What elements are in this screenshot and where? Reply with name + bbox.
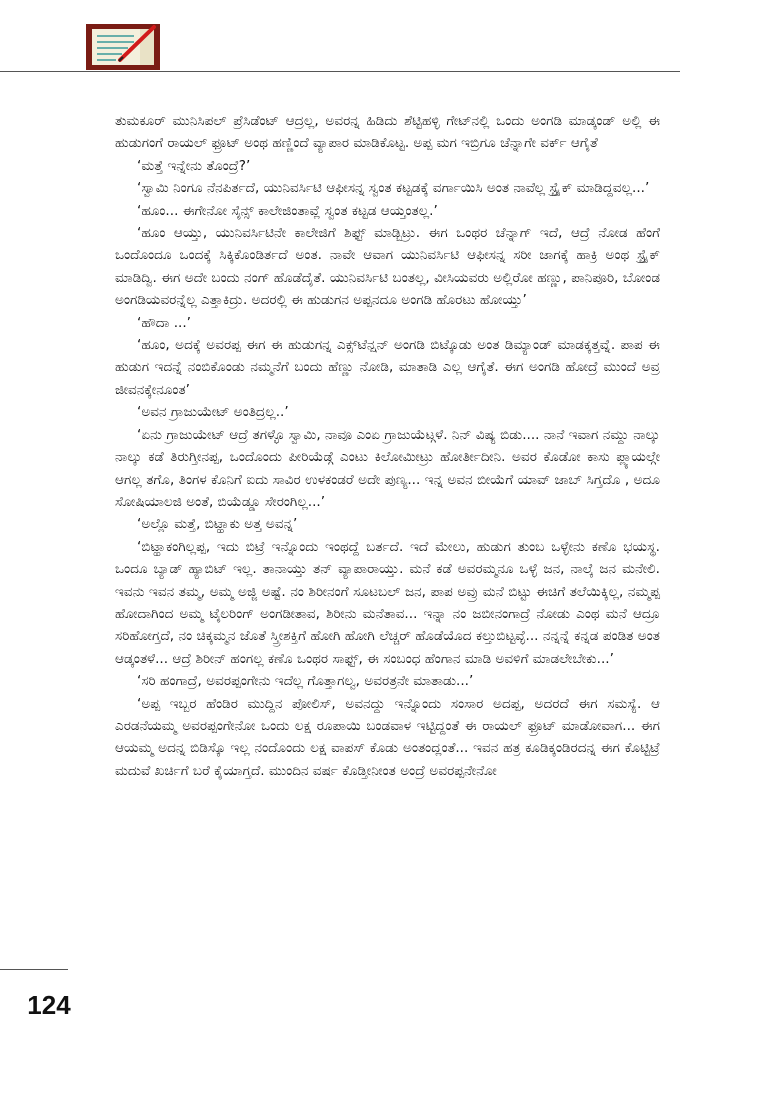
book-pen-icon [84, 22, 162, 72]
paragraph: ‘ಬಿಟ್ಹಾಕಂಗಿಲ್ಲಪ್ಪ, ಇದು ಬಿಟ್ರೆ ಇನ್ನೊಂದು ಇಂಥದ್ದೆ ಬರ್ತದೆ. ಇದೆ ಮೇಲು, ಹುಡುಗ ತುಂಬ ಒಳ್ಳೇನು ಕಣೊ ಭಯಸ್ಥ. ಒಂದೂ ಬ್ಯಾಡ್ ಹ್ಯಾಬಿಟ್ ಇಲ್ಲ. ತಾನಾಯ್ತು ತನ್ ವ್ಯಾಪಾರಾಯ್ತು. ಮನೆ ಕಡೆ ಅವರಮ್ಮನೂ ಒಳ್ಳೆ ಜನ, ನಾಲ್ಕೆ ಜನ ಮನೇಲಿ. ಇವನು ಇವನ ತಮ್ಮ, ಅಮ್ಮ ಅಜ್ಜಿ ಅಷ್ಟೆ. ನಂ ಶಿರೀನಂಗೆ ಸೂಟಬಲ್ ಜನ, ಪಾಪ ಅವ್ರು ಮನೆ ಬಿಟ್ಟು ಈಚಿಗೆ ತಲೆಯಿಕ್ಕಿಲ್ಲ, ನಮ್ಮಪ್ಪ ಹೋದಾಗಿಂದ ಅಮ್ಮ ಟೈಲರಿಂಗ್ ಅಂಗಡೀತಾವ, ಶಿರೀನು ಮನೆತಾವ... ಇನ್ನಾ ನಂ ಜಬೀನಂಗಾದ್ರೆ ನೋಡು ಎಂಥ ಮನೆ ಆದ್ರೂ ಸರಿಹೋಗ್ತದೆ, ನಂ ಚಿಕ್ಕಮ್ಮನ ಜೊತೆ ಸ್ತ್ರೀಶಕ್ತಿಗೆ ಹೋಗಿ ಹೋಗಿ ಲೆಚ್ಚರ್ ಹೊಡೆಯೊದ ಕಲ್ತುಬಿಟ್ಟವ್ಳೆ... ನನ್ನನ್ನೆ ಕನ್ನಡ ಪಂಡಿತ ಅಂತ ಆಡ್ಕಂತಳೆ... ಆದ್ರೆ ಶಿರೀನ್ ಹಂಗಲ್ಲ ಕಣೊ ಒಂಥರ ಸಾಫ್ಟ್, ಈ ಸಂಬಂಧ ಹೆಂಗಾನ ಮಾಡಿ ಅವಳಿಗೆ ಮಾಡಲೇಬೇಕು...’ [115, 538, 660, 667]
paragraph: ‘ಸರಿ ಹಂಗಾದ್ರೆ, ಅವರಪ್ಪಂಗೇನು ಇದೆಲ್ಲ ಗೊತ್ತಾಗಲ್ವ, ಅವರತ್ರನೇ ಮಾತಾಡು...’ [137, 673, 474, 690]
page-body [115, 110, 660, 782]
paragraph: ‘ಹೂಂ, ಅದಕ್ಕೆ ಅವರಪ್ಪ ಈಗ ಈ ಹುಡುಗನ್ನ ಎಕ್ಸ್‌ಟೆನ್ಷನ್ ಅಂಗಡಿ ಬಿಟ್ಕೊಡು ಅಂತ ಡಿಮ್ಯಾಂಡ್ ಮಾಡಕ್ಕತ್ತವ್ನೆ. ಪಾಪ ಈ ಹುಡುಗ ಇದನ್ನೆ ನಂಬಿಕೊಂಡು ನಮ್ಮನೆಗೆ ಬಂದು ಹೆಣ್ಣು ನೋಡಿ, ಮಾತಾಡಿ ಎಲ್ಲ ಆಗೈತೆ. ಈಗ ಅಂಗಡಿ ಹೋದ್ರೆ ಮುಂದೆ ಅವ್ರ ಜೀವನಕ್ಕೇನೂಂತ’ [115, 337, 660, 398]
paragraph: ‘ಏನು ಗ್ರಾಜುಯೇಟ್ ಆದ್ರೆ ತಗಳ್ಳೊ ಸ್ವಾಮಿ, ನಾವೂ ಎಂಏ ಗ್ರಾಜುಯೆಟ್ಗಳೆ. ನಿನ್ ವಿಷ್ಯ ಬಿಡು.... ನಾನೆ ಇವಾಗ ನಮ್ದು ನಾಲ್ಕು ನಾಲ್ಕು ಕಡೆ ತಿರುಗ್ತೀನಪ್ಪ, ಒಂದೊಂದು ಪೀರಿಯೆಡ್ಗೆ ಎಂಟು ಕಿಲೋಮೀಟ್ರು ಹೋರ್ತೀದೀನಿ. ಅವರ ಕೊಡೋ ಕಾಸು ಪ್ಲ್ಯಾಯಲ್ಗೇ ಆಗಲ್ಲ ತಗೊ, ತಿಂಗಳ ಕೊನಿಗೆ ಐದು ಸಾವಿರ ಉಳಕಂಡರೆ ಅದೇ ಪುಣ್ಯ... ಇನ್ನ ಅವನ ಬೀಯೆಗೆ ಯಾವ್ ಜಾಬ್ ಸಿಗ್ತದೊ , ಅದೂ ಸೋಷಿಯಾಲಜಿ ಅಂತೆ, ಬಿಯೆಡ್ಡೂ ಸೇರಂಗಿಲ್ಲ...’ [115, 426, 660, 510]
paragraph: ‘ಮತ್ತೆ ಇನ್ನೇನು ತೊಂದ್ರೆ?’ [137, 157, 251, 174]
paragraph: ‘ಅಪ್ಪ ಇಬ್ಬರ ಹೆಂಡಿರ ಮುದ್ದಿನ ಪೋಲಿಸ್, ಅವನದ್ದು ಇನ್ನೊಂದು ಸಂಸಾರ ಅದಪ್ಪ, ಅದರದೆ ಈಗ ಸಮಸ್ಯೆ. ಆ ಎರಡನೆಯಮ್ಮ ಅವರಪ್ಪಂಗೇನೋ ಒಂದು ಲಕ್ಷ ರೂಪಾಯಿ ಬಂಡವಾಳ ಇಟ್ಟಿದ್ದಂತೆ ಈ ರಾಯಲ್ ಫ್ರೂಟ್ ಮಾಡೋವಾಗ... ಈಗ ಆಯಮ್ಮ ಅದನ್ನ ಬಿಡಿಸ್ಕೊ ಇಲ್ಲ ನಂದೊಂದು ಲಕ್ಷ ವಾಪಸ್ ಕೊಡು ಅಂತಂದ್ಲಂತೆ... ಇವನ ಹತ್ರ ಕೂಡಿಕ್ಕಂಡಿರದನ್ನ ಈಗ ಕೊಟ್ಟಿಟ್ರೆ ಮದುವೆ ಖರ್ಚಿಗೆ ಬರೆ ಕೈಯಾಗ್ತದೆ. ಮುಂದಿನ ವರ್ಷ ಕೊಡ್ತೀನೀಂತ ಅಂದ್ರೆ ಅವರಪ್ಪನೇನೋ [115, 695, 660, 779]
page-number: 124 [27, 990, 71, 1020]
paragraph: ‘ಸ್ವಾಮಿ ನಿಂಗೂ ನೆನಪಿರ್ತದೆ, ಯುನಿವರ್ಸಿಟಿ ಆಫೀಸನ್ನ ಸ್ವಂತ ಕಟ್ಟಡಕ್ಕೆ ವರ್ಗಾಯಿಸಿ ಅಂತ ನಾವೆಲ್ಲ ಸ್ಟ್ರೈಕ್ ಮಾಡಿದ್ದವಲ್ಲ...’ [137, 180, 650, 197]
header-divider [0, 71, 680, 72]
paragraph: ‘ಹೂಂ ಆಯ್ತು, ಯುನಿವರ್ಸಿಟಿನೇ ಕಾಲೇಜಿಗೆ ಶಿಫ್ಟ್ ಮಾಡ್ಬಿಟ್ರು. ಈಗ ಒಂಥರ ಚೆನ್ನಾಗ್ ಇದೆ, ಆದ್ರೆ ನೋಡ ಹೆಂಗೆ ಒಂದೊಂದೂ ಒಂದಕ್ಕೆ ಸಿಕ್ಕಿಕೊಂಡಿರ್ತದೆ ಅಂತ. ನಾವೇ ಆವಾಗ ಯುನಿವರ್ಸಿಟಿ ಆಫೀಸನ್ನ ಸರೀ ಜಾಗಕ್ಕೆ ಹಾಕ್ರಿ ಅಂಥ ಸ್ಟ್ರೈಕ್ ಮಾಡಿದ್ವಿ. ಈಗ ಅದೇ ಬಂದು ನಂಗ್ ಹೊಡೆದೈತೆ. ಯುನಿವರ್ಸಿಟಿ ಬಂತಲ್ಲ, ವೀಸಿಯವರು ಅಲ್ಲಿರೋ ಹಣ್ಣು, ಪಾನಿಪೂರಿ, ಬೋಂಡ ಅಂಗಡಿಯವರನ್ನೆಲ್ಲ ಎತ್ತಾಕಿದ್ರು. ಅದರಲ್ಲಿ ಈ ಹುಡುಗನ ಅಪ್ಪನದೂ ಅಂಗಡಿ ಹೊರಟು ಹೋಯ್ತು’ [115, 225, 660, 309]
paragraph: ‘ಅಲ್ಲೊ ಮತ್ತೆ, ಬಿಟ್ಹಾಕು ಅತ್ತ ಅವನ್ನ’ [137, 516, 298, 533]
footer-divider [0, 969, 68, 970]
paragraph: ‘ಹೌದಾ ...’ [137, 314, 191, 331]
paragraph: ತುಮಕೂರ್ ಮುನಿಸಿಪಲ್ ಪ್ರೆಸಿಡೆಂಟ್ ಆದ್ರಲ್ಲ, ಅವರನ್ನ ಹಿಡಿದು ಶೆಟ್ಟಿಹಳ್ಳಿ ಗೇಟ್‌ನಲ್ಲಿ ಒಂದು ಅಂಗಡಿ ಮಾಡ್ಕಂಡ್ ಅಲ್ಲಿ ಈ ಹುಡುಗಂಗೆ ರಾಯಲ್ ಫ್ರೂಟ್ ಅಂಥ ಹಣ್ಣಿಂದೆ ವ್ಯಾಪಾರ ಮಾಡಿಕೊಟ್ಟ. ಅಪ್ಪ ಮಗ ಇಬ್ರಿಗೂ ಚೆನ್ನಾಗೇ ವರ್ಕ್ ಆಗೈತೆ [115, 113, 660, 152]
paragraph: ‘ಅವನ ಗ್ರಾಜುಯೇಟ್ ಅಂತಿದ್ರಲ್ಲ..’ [137, 404, 289, 421]
paragraph: ‘ಹೂಂ... ಈಗೇನೋ ಸೈನ್ಸ್ ಕಾಲೇಜಿಂತಾವ್ಲೆ ಸ್ವಂತ ಕಟ್ಟಡ ಆಯ್ತಂತಲ್ಲ.’ [137, 202, 438, 219]
